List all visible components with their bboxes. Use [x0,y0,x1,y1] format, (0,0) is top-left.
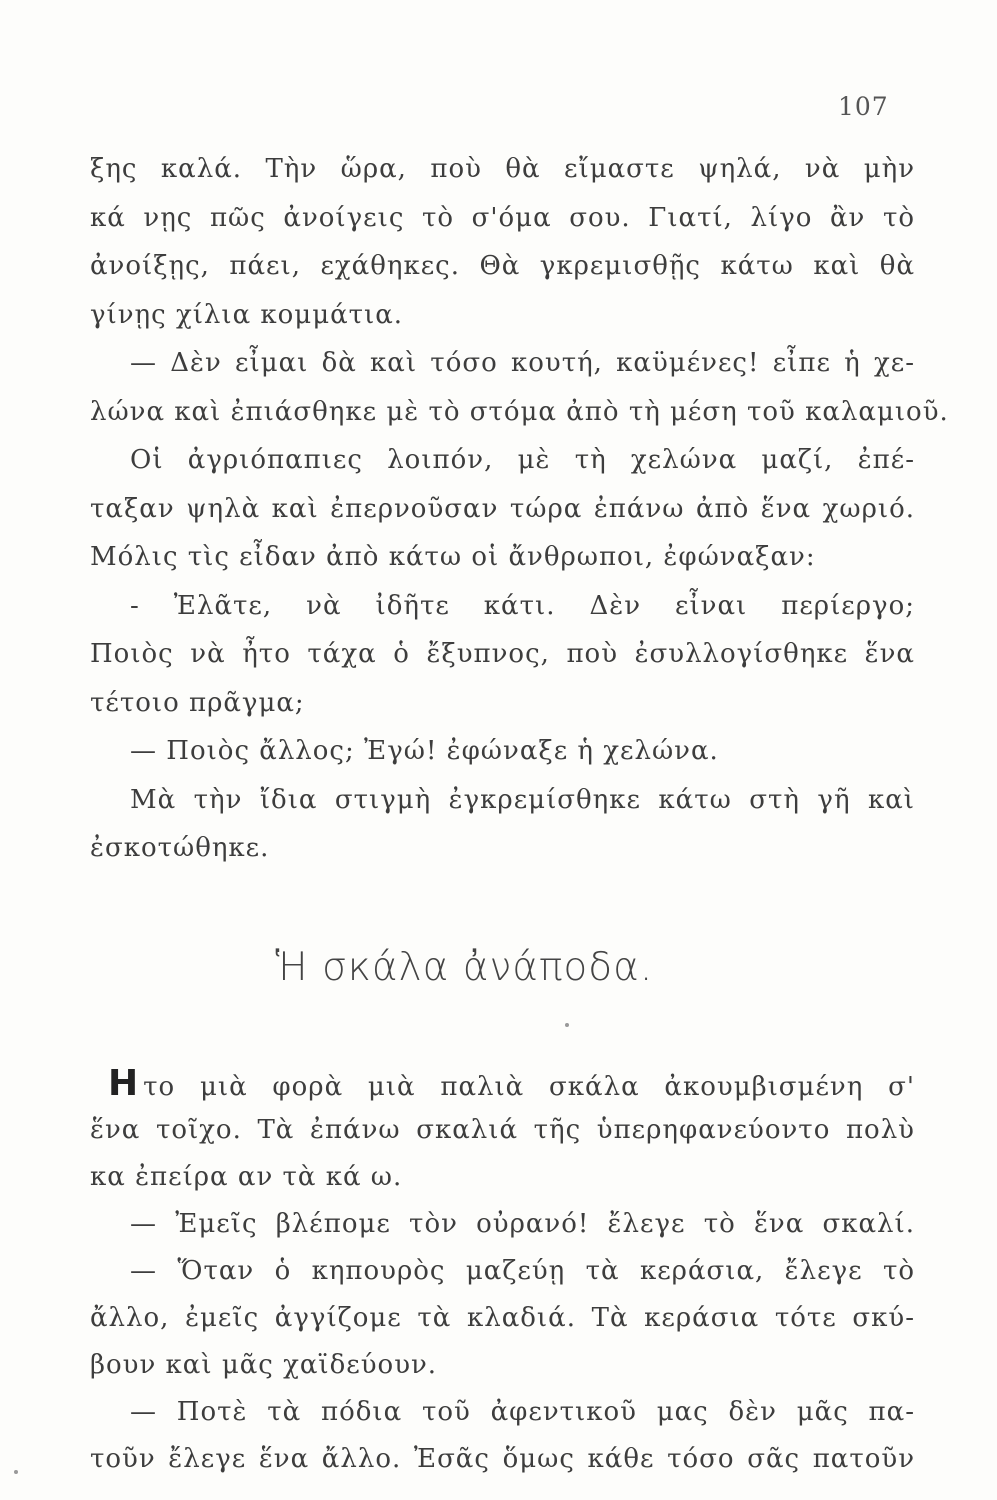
text-line: ἀνοίξῃς, πάει, εχάθηκες. Θὰ γκρεμισθῇς κάτω καὶ θὰ [90,251,915,281]
paper-speck [14,1470,18,1474]
text-line: βουν καὶ μᾶς χαϊδεύουν. [90,1350,438,1380]
text-line: - Ἐλᾶτε, νὰ ἰδῆτε κάτι. Δὲν εἶναι περίεργο; [130,590,915,621]
text-line: — Ποτὲ τὰ πόδια τοῦ ἀφεντικοῦ μας δὲν μᾶς πα- [130,1397,915,1427]
text-line: Μὰ τὴν ἴδια στιγμὴ ἐγκρεμίσθηκε κάτω στὴ γῆ καὶ [130,784,915,815]
text-line: ξης καλά. Τὴν ὥρα, ποὺ θὰ εἴμαστε ψηλά, νὰ μὴν [90,154,915,184]
section-heading: Ἡ σκάλα ἀνάποδα. [275,945,654,990]
text-line: κα ἐπείρα αν τὰ κά ω. [90,1162,403,1192]
text-line: κά νῃς πῶς ἀνοίγεις τὸ σ'όμα σου. Γιατί, λίγο ἂν τὸ [90,202,915,233]
text-line: το μιὰ φορὰ μιὰ παλιὰ σκάλα ἀκουμβισμένη σ' [143,1072,915,1102]
text-line-first [90,1060,915,1107]
text-line: τέτοιο πρᾶγμα; [90,687,305,718]
text-line: ἐσκοτώθηκε. [90,833,270,863]
text-line: — Ἐμεῖς βλέπομε τὸν οὐρανό! ἔλεγε τὸ ἕνα σκαλί. [130,1209,915,1239]
story-opening [90,1060,915,1483]
text-line: λώνα καὶ ἐπιάσθηκε μὲ τὸ στόμα ἀπὸ τὴ μέση τοῦ καλαμιοῦ. [90,396,949,427]
drop-cap: Η [108,1063,140,1104]
text-line: ἕνα τοῖχο. Τὰ ἐπάνω σκαλιά τῆς ὑπερηφανεύοντο πολὺ [90,1115,915,1145]
paper-speck [565,1023,569,1027]
text-line: — Ποιὸς ἄλλος; Ἐγώ! ἐφώναξε ἡ χελώνα. [130,736,719,766]
page-number: 107 [838,92,889,121]
text-line: τοῦν ἔλεγε ἕνα ἄλλο. Ἐσᾶς ὅμως κάθε τόσο σᾶς πατοῦν [90,1444,915,1474]
text-line: — Ὅταν ὁ κηπουρὸς μαζεύῃ τὰ κεράσια, ἔλεγε τὸ [130,1256,915,1286]
text-line: Οἱ ἀγριόπαπιες λοιπόν, μὲ τὴ χελώνα μαζί, ἐπέ- [130,445,915,475]
story-continuation [90,145,949,873]
text-line: γίνῃς χίλια κομμάτια. [90,299,404,330]
text-line: — Δὲν εἶμαι δὰ καὶ τόσο κουτή, καϋμένες! εἶπε ἡ χε- [130,348,915,378]
text-line: ταξαν ψηλὰ καὶ ἐπερνοῦσαν τώρα ἐπάνω ἀπὸ ἕνα χωριό. [90,493,915,524]
text-line: Μόλις τὶς εἶδαν ἀπὸ κάτω οἱ ἄνθρωποι, ἐφώναξαν: [90,542,816,572]
text-line: Ποιὸς νὰ ἦτο τάχα ὁ ἔξυπνος, ποὺ ἐσυλλογίσθηκε ἕνα [90,639,915,669]
text-line: ἄλλο, ἐμεῖς ἀγγίζομε τὰ κλαδιά. Τὰ κεράσια τότε σκύ- [90,1303,915,1333]
